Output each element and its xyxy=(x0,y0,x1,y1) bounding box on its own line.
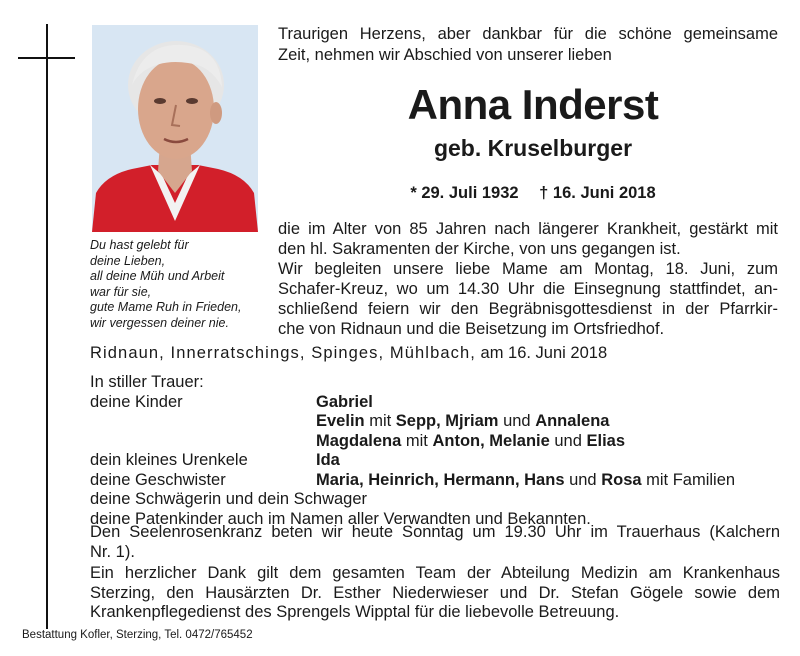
bio-line: Wir begleiten unsere liebe Mame am Montag, 18. Juni, zum xyxy=(278,260,778,278)
connector-text: mit Familien xyxy=(641,470,736,489)
mourners-list xyxy=(90,373,780,529)
relation-label: deine Geschwister xyxy=(90,470,226,489)
intro-line: Traurigen Herzens, aber dankbar für die schöne gemeinsame xyxy=(278,25,778,43)
rosary-line: Den Seelenrosenkranz beten wir heute Sonntag um 19.30 Uhr im Trauerhaus (Kalchern xyxy=(90,523,780,541)
bio-line: die im Alter von 85 Jahren nach längerer Krankheit, gestärkt mit xyxy=(278,220,778,238)
intro-text xyxy=(278,24,778,66)
birth-date: * 29. Juli 1932 xyxy=(410,184,519,202)
death-date: † 16. Juni 2018 xyxy=(539,184,656,202)
birth-name: geb. Kruselburger xyxy=(433,135,633,161)
poem-line: deine Lieben, xyxy=(90,253,166,268)
obituary-text xyxy=(278,219,778,339)
rosary-line: Nr. 1). xyxy=(90,542,135,561)
cross-vertical-bar xyxy=(46,24,48,629)
bio-line: che von Ridnaun und die Beisetzung im Ortsfriedhof. xyxy=(278,320,665,338)
mourner-names xyxy=(316,412,609,432)
thanks-line: Ein herzlicher Dank gilt dem gesamten Team der Abteilung Medizin am Krankenhaus xyxy=(90,564,780,582)
mourner-name: Gabriel xyxy=(316,392,373,411)
poem-line: gute Mame Ruh in Frieden, xyxy=(90,300,242,315)
mourners-heading-row xyxy=(90,373,780,393)
mourners-row xyxy=(90,393,780,413)
poem-line: Du hast gelebt für xyxy=(90,238,189,252)
mourner-name: Evelin xyxy=(316,412,365,430)
mourner-name: Anton, Melanie xyxy=(432,431,550,450)
bio-line: den hl. Sakramenten der Kirche, von uns gegangen ist. xyxy=(278,240,681,258)
poem-line: wir vergessen deiner nie. xyxy=(90,315,229,330)
deceased-name: Anna Inderst xyxy=(407,81,659,128)
mourner-names xyxy=(316,393,373,413)
mourners-row xyxy=(90,490,780,510)
mourner-name: Ida xyxy=(316,451,340,469)
thanks-line: Krankenpflegedienst des Sprengels Wipptal für die liebevolle Betreuung. xyxy=(90,603,620,621)
portrait-illustration xyxy=(92,25,258,232)
place-date-line xyxy=(90,343,780,363)
connector-text: mit xyxy=(364,412,396,430)
relation-label: deine Patenkinder auch im Namen aller Verwandten und Bekannten. xyxy=(90,509,591,528)
mourners-row xyxy=(90,471,780,491)
mourner-name: Maria, Heinrich, Hermann, Hans xyxy=(316,470,565,489)
poem-line: war für sie, xyxy=(90,284,152,299)
place-date: am 16. Juni 2018 xyxy=(480,344,608,362)
life-dates xyxy=(278,182,788,204)
mourner-name: Elias xyxy=(586,431,626,450)
connector-text: und xyxy=(564,470,602,489)
mourners-row xyxy=(90,412,780,432)
memorial-poem xyxy=(90,238,270,332)
relation-label: deine Schwägerin und dein Schwager xyxy=(90,490,368,508)
mourner-names xyxy=(316,451,340,471)
intro-line: Zeit, nehmen wir Abschied von unserer lieben xyxy=(278,46,612,64)
mourners-row xyxy=(90,451,780,471)
relation-label: deine Kinder xyxy=(90,392,183,411)
poem-line: all deine Müh und Arbeit xyxy=(90,269,225,284)
mourner-names xyxy=(316,471,735,491)
mourner-name: Sepp, Mjriam xyxy=(395,412,499,430)
mourner-name: Rosa xyxy=(601,470,642,489)
mourner-names xyxy=(316,432,625,452)
mourners-row xyxy=(90,432,780,452)
funeral-home-footer: Bestattung Kofler, Sterzing, Tel. 0472/765452 xyxy=(22,629,253,641)
mourner-name: Magdalena xyxy=(316,431,402,450)
portrait-photo xyxy=(92,25,258,232)
bio-line: Schafer-Kreuz, wo um 14.30 Uhr die Einsegnung stattfindet, an- xyxy=(278,280,778,298)
relation-label: dein kleines Urenkele xyxy=(90,451,248,469)
bio-line: schließend feiern wir den Begräbnisgottesdienst in der Pfarrkir- xyxy=(278,300,778,318)
connector-text: mit xyxy=(401,431,433,450)
connector-text: und xyxy=(549,431,587,450)
mourners-heading: In stiller Trauer: xyxy=(90,373,204,391)
thanks-notice xyxy=(90,564,780,623)
mourner-name: Annalena xyxy=(535,412,610,430)
connector-text: und xyxy=(498,412,536,430)
place-names: Ridnaun, Innerratschings, Spinges, Mühlbach, xyxy=(90,344,476,362)
thanks-line: Sterzing, den Hausärzten Dr. Esther Niederwieser und Dr. Stefan Gögele sowie dem xyxy=(90,583,780,602)
rosary-notice xyxy=(90,523,780,562)
cross-horizontal-bar xyxy=(18,57,75,59)
